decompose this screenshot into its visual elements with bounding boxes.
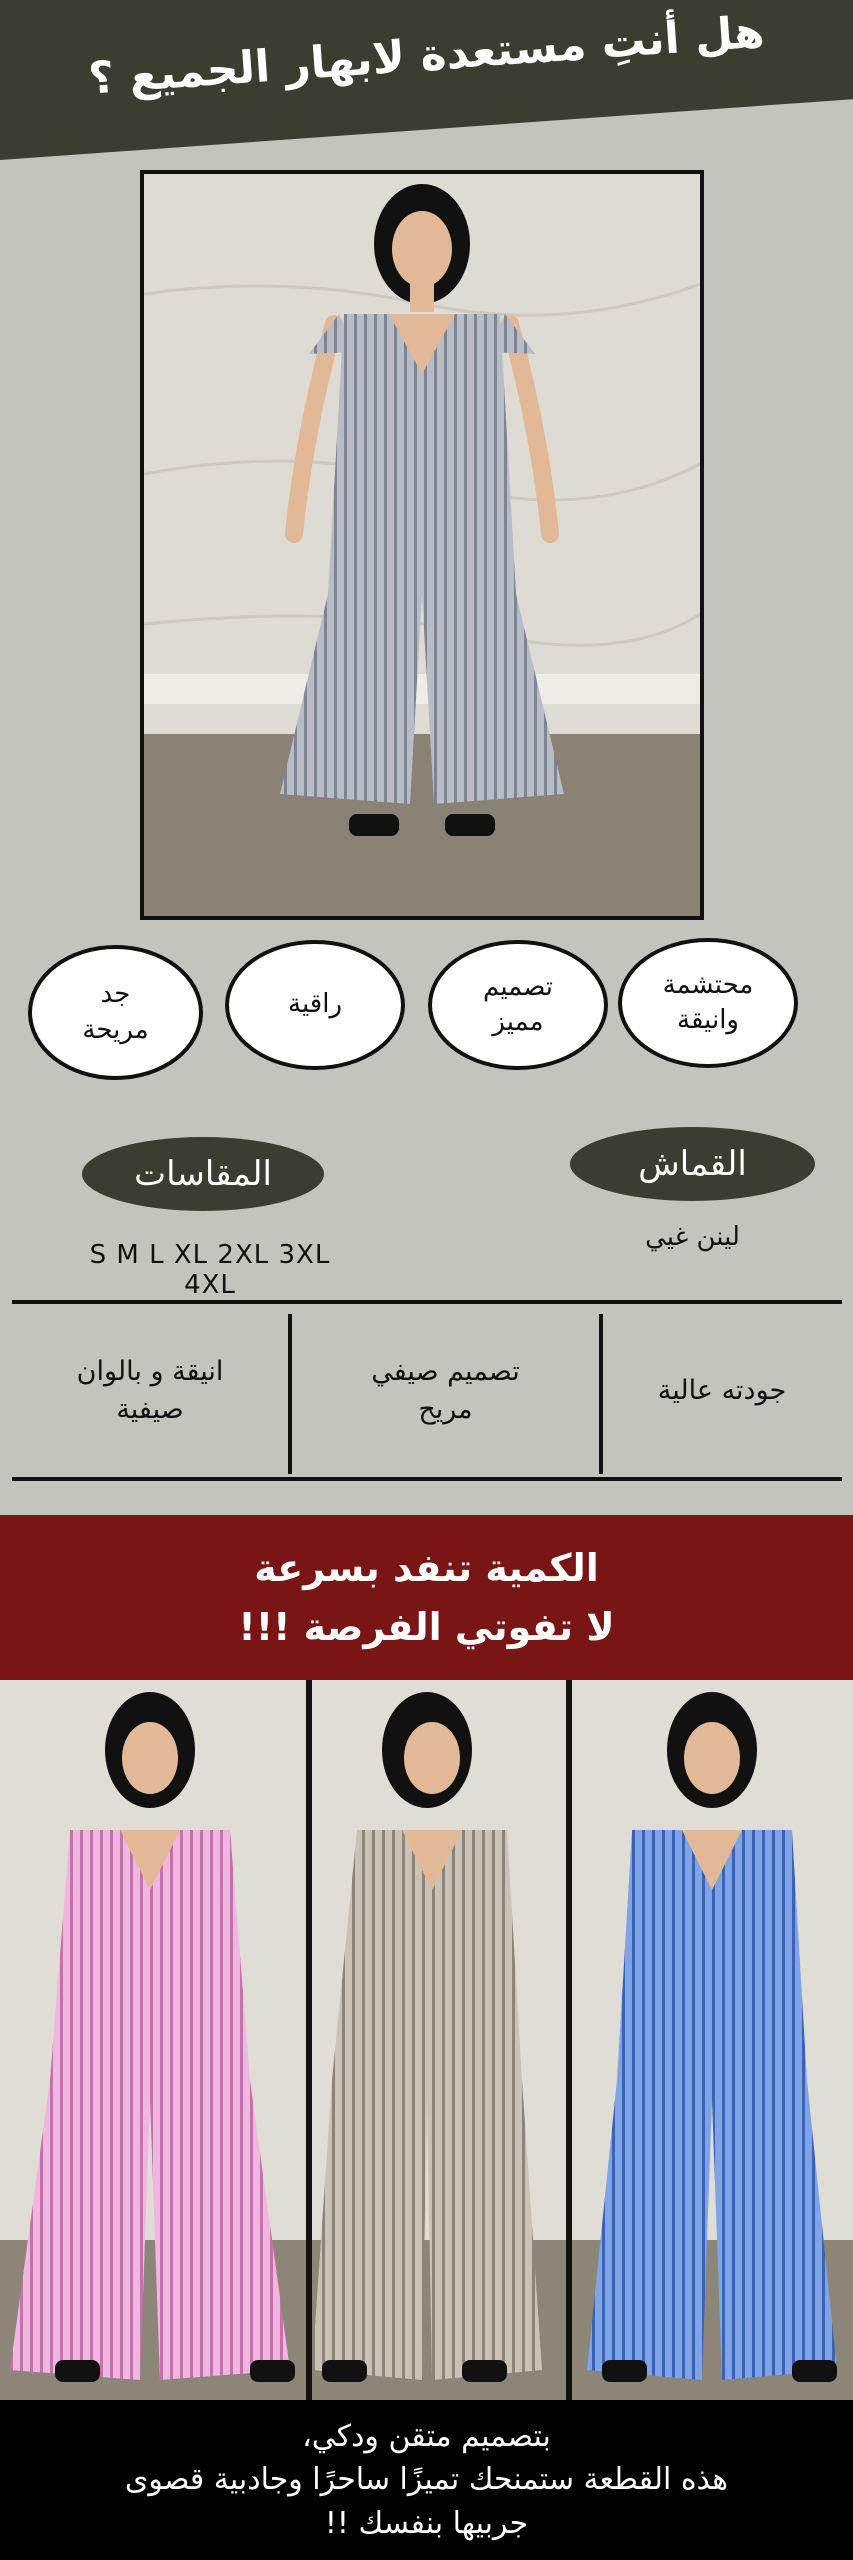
model-blue-jumpsuit-illustration	[572, 1680, 853, 2400]
caption-line-3: جربيها بنفسك !!	[324, 2505, 529, 2541]
bottom-caption	[0, 2400, 853, 2560]
variant-photo-pink	[0, 1680, 306, 2400]
feature-modest-elegant: محتشمة وانيقة	[618, 938, 798, 1068]
feature-very-comfortable: جد مريحة	[28, 945, 203, 1080]
variant-photo-beige	[312, 1680, 566, 2400]
fabric-value: لينن غيي	[645, 1222, 740, 1252]
table-divider-bottom	[12, 1477, 842, 1481]
feature-classy: راقية	[225, 940, 405, 1070]
highlight-summer-design: تصميم صيفي مريح	[371, 1355, 520, 1425]
highlight-high-quality: جودته عالية	[657, 1374, 787, 1406]
model-beige-jumpsuit-illustration	[312, 1680, 566, 2400]
fabric-heading: القماش	[570, 1127, 815, 1201]
urgency-band	[0, 1515, 853, 1680]
caption-line-2: هذه القطعة ستمنحك تميزًا ساحرًا وجادبية قصوى	[124, 2462, 729, 2498]
feature-unique-design: تصميم مميز	[428, 940, 608, 1070]
variant-photo-blue	[572, 1680, 853, 2400]
urgency-line-1: الكمية تنفد بسرعة	[254, 1545, 599, 1590]
headline: هل أنتِ مستعدة لابهار الجميع ؟	[86, 6, 767, 105]
urgency-line-2: لا تفوتي الفرصة !!!	[238, 1604, 615, 1649]
model-pink-jumpsuit-illustration	[0, 1680, 306, 2400]
model-grey-jumpsuit-illustration	[144, 174, 700, 916]
sizes-heading: المقاسات	[82, 1137, 324, 1211]
highlight-summer-colors: انيقة و بالوان صيفية	[76, 1355, 224, 1425]
caption-line-1: بتصميم متقن ودكي،	[302, 2418, 551, 2454]
sizes-value: S M L XL 2XL 3XL 4XL	[89, 1240, 331, 1300]
main-product-photo	[140, 170, 704, 920]
